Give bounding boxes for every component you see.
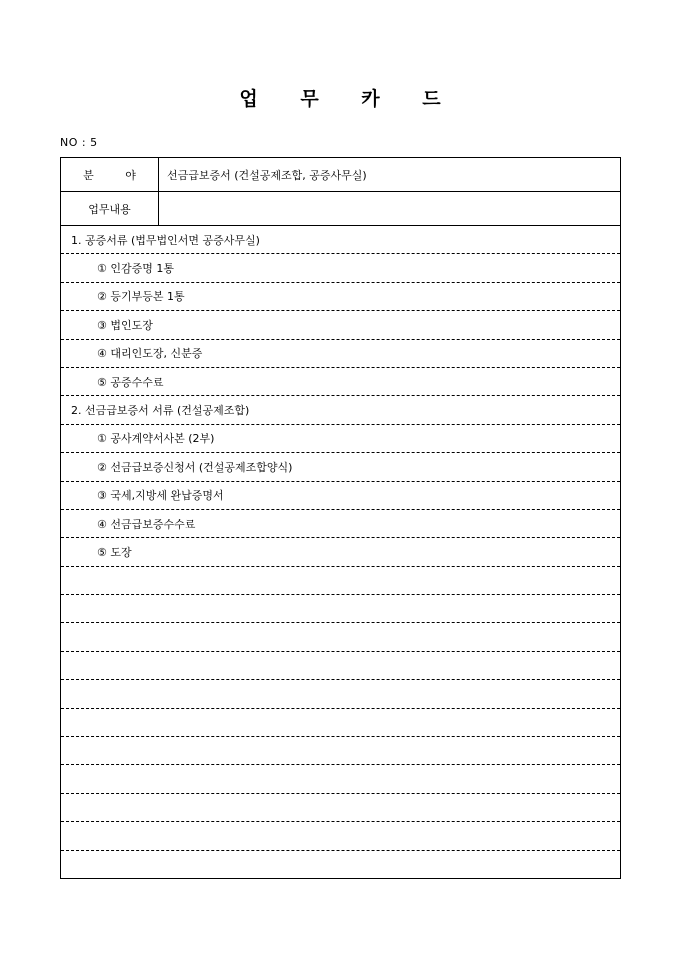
content-line: ④ 선금급보증수수료	[61, 510, 620, 538]
content-line: ③ 국세,지방세 완납증명서	[61, 482, 620, 510]
content-line	[61, 567, 620, 595]
content-line	[61, 623, 620, 651]
page-title: 업 무 카 드	[239, 88, 459, 110]
content-line: ⑤ 도장	[61, 538, 620, 566]
document-number: NO : 5	[60, 136, 98, 149]
content-value	[159, 192, 620, 225]
content-line: 2. 선금급보증서 서류 (건설공제조합)	[61, 396, 620, 424]
content-row	[61, 192, 620, 226]
content-line: ③ 법인도장	[61, 311, 620, 339]
content-line: ① 인감증명 1통	[61, 254, 620, 282]
field-value: 선금급보증서 (건설공제조합, 공증사무실)	[167, 168, 367, 182]
content-line	[61, 709, 620, 737]
content-line	[61, 794, 620, 822]
content-line	[61, 680, 620, 708]
content-line: 1. 공증서류 (법무법인서면 공증사무실)	[61, 226, 620, 254]
field-label: 분 야	[61, 158, 159, 191]
content-line	[61, 652, 620, 680]
content-line: ④ 대리인도장, 신분증	[61, 340, 620, 368]
content-label: 업무내용	[61, 192, 159, 225]
content-line	[61, 765, 620, 793]
content-line: ② 등기부등본 1통	[61, 283, 620, 311]
work-card-table	[60, 157, 621, 879]
content-line	[61, 737, 620, 765]
field-row	[61, 158, 620, 192]
content-line	[61, 851, 620, 879]
content-line	[61, 595, 620, 623]
content-line	[61, 822, 620, 850]
content-line: ① 공사계약서사본 (2부)	[61, 425, 620, 453]
content-lines	[61, 226, 620, 879]
content-line: ⑤ 공증수수료	[61, 368, 620, 396]
content-line: ② 선금급보증신청서 (건설공제조합양식)	[61, 453, 620, 481]
